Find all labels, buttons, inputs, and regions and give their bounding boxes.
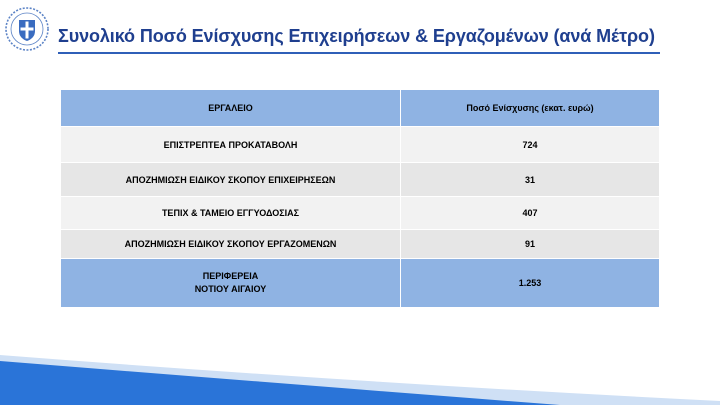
total-label-cell <box>61 259 401 308</box>
table-row <box>61 230 660 259</box>
table-row <box>61 197 660 230</box>
tool-cell: ΑΠΟΖΗΜΙΩΣΗ ΕΙΔΙΚΟΥ ΣΚΟΠΟΥ ΕΡΓΑΖΟΜΕΝΩΝ <box>61 230 401 259</box>
table-header-row <box>61 90 660 127</box>
table-row <box>61 127 660 163</box>
page-title: Συνολικό Ποσό Ενίσχυσης Επιχειρήσεων & Εργαζομένων (ανά Μέτρο) <box>58 26 655 46</box>
support-amount-table <box>60 89 660 308</box>
column-header-amount: Ποσό Ενίσχυσης (εκατ. ευρώ) <box>401 90 660 127</box>
tool-cell: ΤΕΠΙΧ & ΤΑΜΕΙΟ ΕΓΓΥΟΔΟΣΙΑΣ <box>61 197 401 230</box>
tool-cell: ΕΠΙΣΤΡΕΠΤΕΑ ΠΡΟΚΑΤΑΒΟΛΗ <box>61 127 401 163</box>
greek-coat-of-arms-icon <box>4 6 50 52</box>
amount-cell: 91 <box>401 230 660 259</box>
bottom-wave-decoration <box>0 345 720 405</box>
table-row <box>61 163 660 197</box>
total-label-line1: ΠΕΡΙΦΕΡΕΙΑ <box>202 271 259 281</box>
amount-cell: 407 <box>401 197 660 230</box>
amount-cell: 724 <box>401 127 660 163</box>
tool-cell: ΑΠΟΖΗΜΙΩΣΗ ΕΙΔΙΚΟΥ ΣΚΟΠΟΥ ΕΠΙΧΕΙΡΗΣΕΩΝ <box>61 163 401 197</box>
title-underline <box>58 52 660 54</box>
column-header-tool: ΕΡΓΑΛΕΙΟ <box>61 90 401 127</box>
total-row <box>61 259 660 308</box>
amount-cell: 31 <box>401 163 660 197</box>
total-label-line2: ΝΟΤΙΟΥ ΑΙΓΑΙΟΥ <box>194 284 267 294</box>
total-amount-cell: 1.253 <box>401 259 660 308</box>
